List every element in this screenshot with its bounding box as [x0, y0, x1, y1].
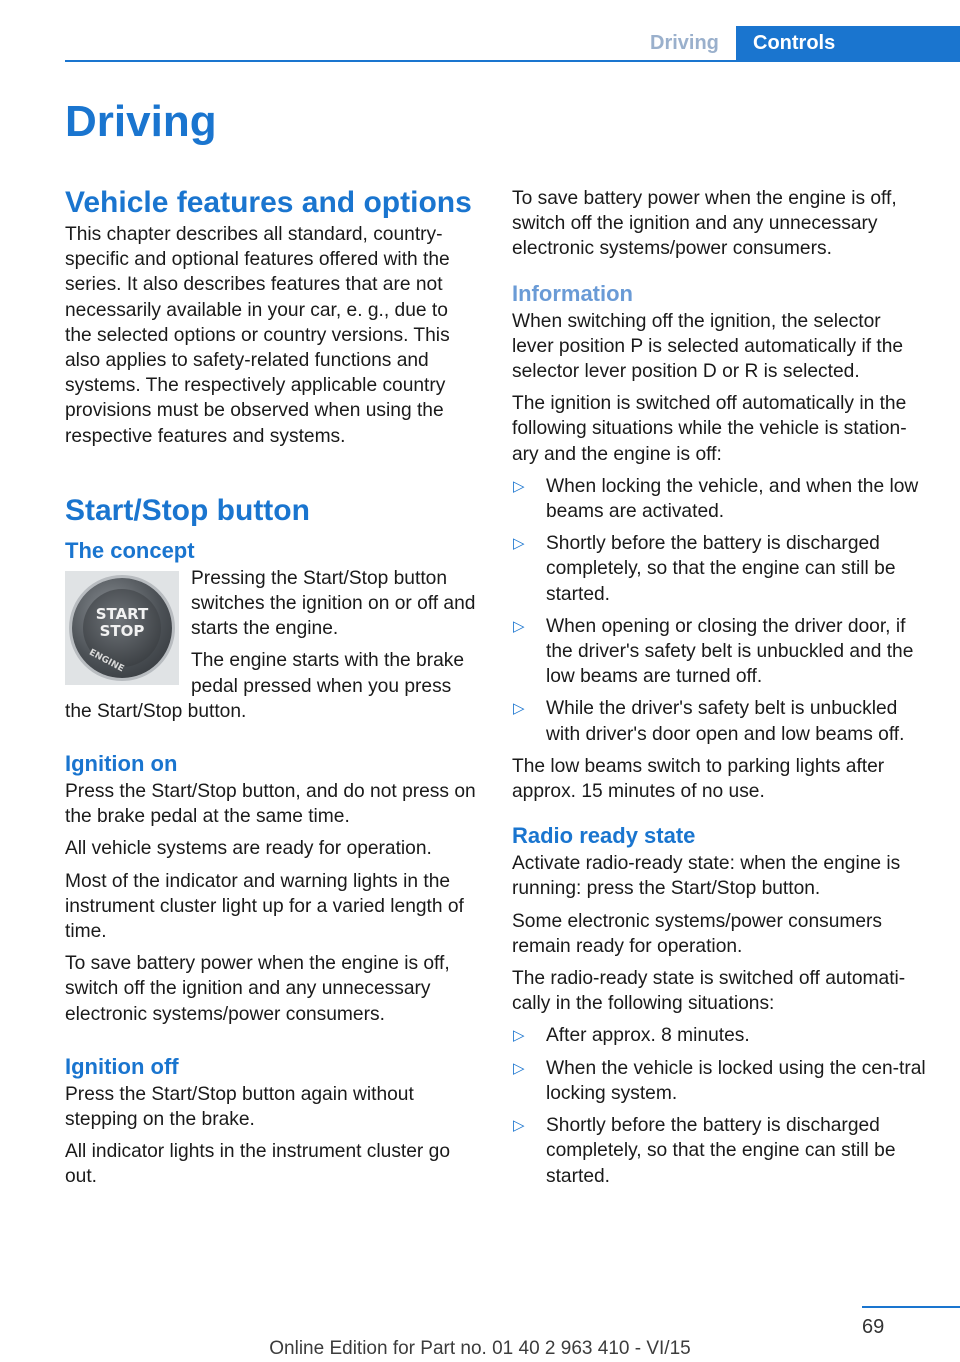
footer-rule: [862, 1306, 960, 1308]
paragraph-ignition-on-3: Most of the indicator and warning lights in the instrument cluster light up for a varied length of time.: [65, 870, 464, 943]
paragraph-low-beams: The low beams switch to parking lights after approx. 15 minutes of no use.: [512, 755, 885, 803]
list-item: ▷ Shortly before the battery is discharged completely, so that the engine can still be started.: [513, 533, 896, 605]
heading-ignition-off: Ignition off: [65, 1053, 179, 1079]
left-column: [65, 184, 479, 1197]
image-label-stop: STOP: [99, 621, 145, 640]
header-section-driving: Driving: [650, 32, 719, 54]
triangle-bullet-icon: ▷: [513, 700, 525, 718]
page-number: 69: [862, 1316, 885, 1338]
paragraph-ignition-on-2: All vehicle systems are ready for operation.: [65, 838, 432, 860]
heading-start-stop-button: Start/Stop button: [65, 493, 310, 527]
heading-vehicle-features: Vehicle features and options: [65, 186, 472, 219]
list-item: ▷ When locking the vehicle, and when the low beams are activated.: [513, 475, 919, 523]
list-item: ▷ After approx. 8 minutes.: [512, 1023, 926, 1048]
list-item: ▷ When opening or closing the driver door, if the driver's safety belt is unbuckled and the low beams are turned off.: [513, 615, 914, 688]
heading-information: Information: [512, 280, 633, 306]
paragraph-ignition-on-4: To save battery power when the engine is off, switch off the ignition and any unnecessary electronic systems/power consumers.: [65, 953, 450, 1025]
radio-off-list: [512, 1023, 926, 1188]
paragraph-ignition-off-1: Press the Start/Stop button again without stepping on the brake.: [65, 1083, 414, 1131]
header-chapter-controls: Controls: [736, 26, 960, 60]
list-item: ▷ Shortly before the battery is discharged completely, so that the engine can still be started.: [513, 1115, 896, 1187]
list-item: ▷ When the vehicle is locked using the cen-tral locking system.: [513, 1057, 926, 1104]
auto-off-list: [512, 474, 926, 747]
triangle-bullet-icon: ▷: [513, 1027, 525, 1045]
paragraph-info-2: The ignition is switched off automatically in the following situations while the vehicle is station-ary and the engine is off:: [512, 393, 907, 465]
image-label-engine: ENGINE: [87, 647, 126, 675]
concept-block: [65, 566, 479, 731]
heading-radio-ready-state: Radio ready state: [512, 823, 696, 849]
paragraph-features: This chapter describes all standard, country-specific and optional features offered with the series. It also describes features that are not necessarily available in your car, e. g., due to the selected options or country versions. This also applies to safety-related functions and systems. The respectively applicable country provisions must be observed when using the respective features and systems.: [65, 224, 450, 447]
triangle-bullet-icon: ▷: [513, 477, 525, 495]
page-title: Driving: [65, 97, 217, 146]
paragraph-radio-3: The radio-ready state is switched off automati-cally in the following situations:: [512, 968, 906, 1015]
triangle-bullet-icon: ▷: [513, 1117, 525, 1135]
heading-ignition-on: Ignition on: [65, 751, 178, 777]
image-label-start: START: [95, 604, 149, 623]
paragraph-radio-1: Activate radio-ready state: when the engine is running: press the Start/Stop button.: [512, 853, 901, 900]
paragraph-concept-2: The engine starts with the brake pedal pressed when you press the Start/Stop button.: [65, 650, 465, 722]
triangle-bullet-icon: ▷: [513, 535, 525, 553]
triangle-bullet-icon: ▷: [513, 1059, 525, 1077]
paragraph-ignition-on-1: Press the Start/Stop button, and do not press on the brake pedal at the same time.: [65, 781, 476, 828]
list-item: ▷ While the driver's safety belt is unbuckled with driver's door open and low beams off.: [513, 698, 905, 745]
edition-footer: Online Edition for Part no. 01 40 2 963 410 - VI/15: [269, 1338, 691, 1359]
header-rule: [65, 60, 960, 62]
right-column: [512, 186, 926, 1196]
triangle-bullet-icon: ▷: [513, 617, 525, 635]
paragraph-ignition-off-2: All indicator lights in the instrument cluster go out.: [65, 1141, 450, 1188]
paragraph-battery: To save battery power when the engine is off, switch off the ignition and any unnecessary electronic systems/power consumers.: [512, 188, 897, 260]
heading-the-concept: The concept: [65, 537, 195, 563]
start-stop-button-image: [65, 571, 179, 685]
paragraph-info-1: When switching off the ignition, the selector lever position P is selected automatically if the selector lever position D or R is selected.: [512, 310, 904, 383]
paragraph-radio-2: Some electronic systems/power consumers remain ready for operation.: [512, 910, 883, 957]
paragraph-concept-1: Pressing the Start/Stop button switches the ignition on or off and starts the engine.: [191, 567, 476, 640]
